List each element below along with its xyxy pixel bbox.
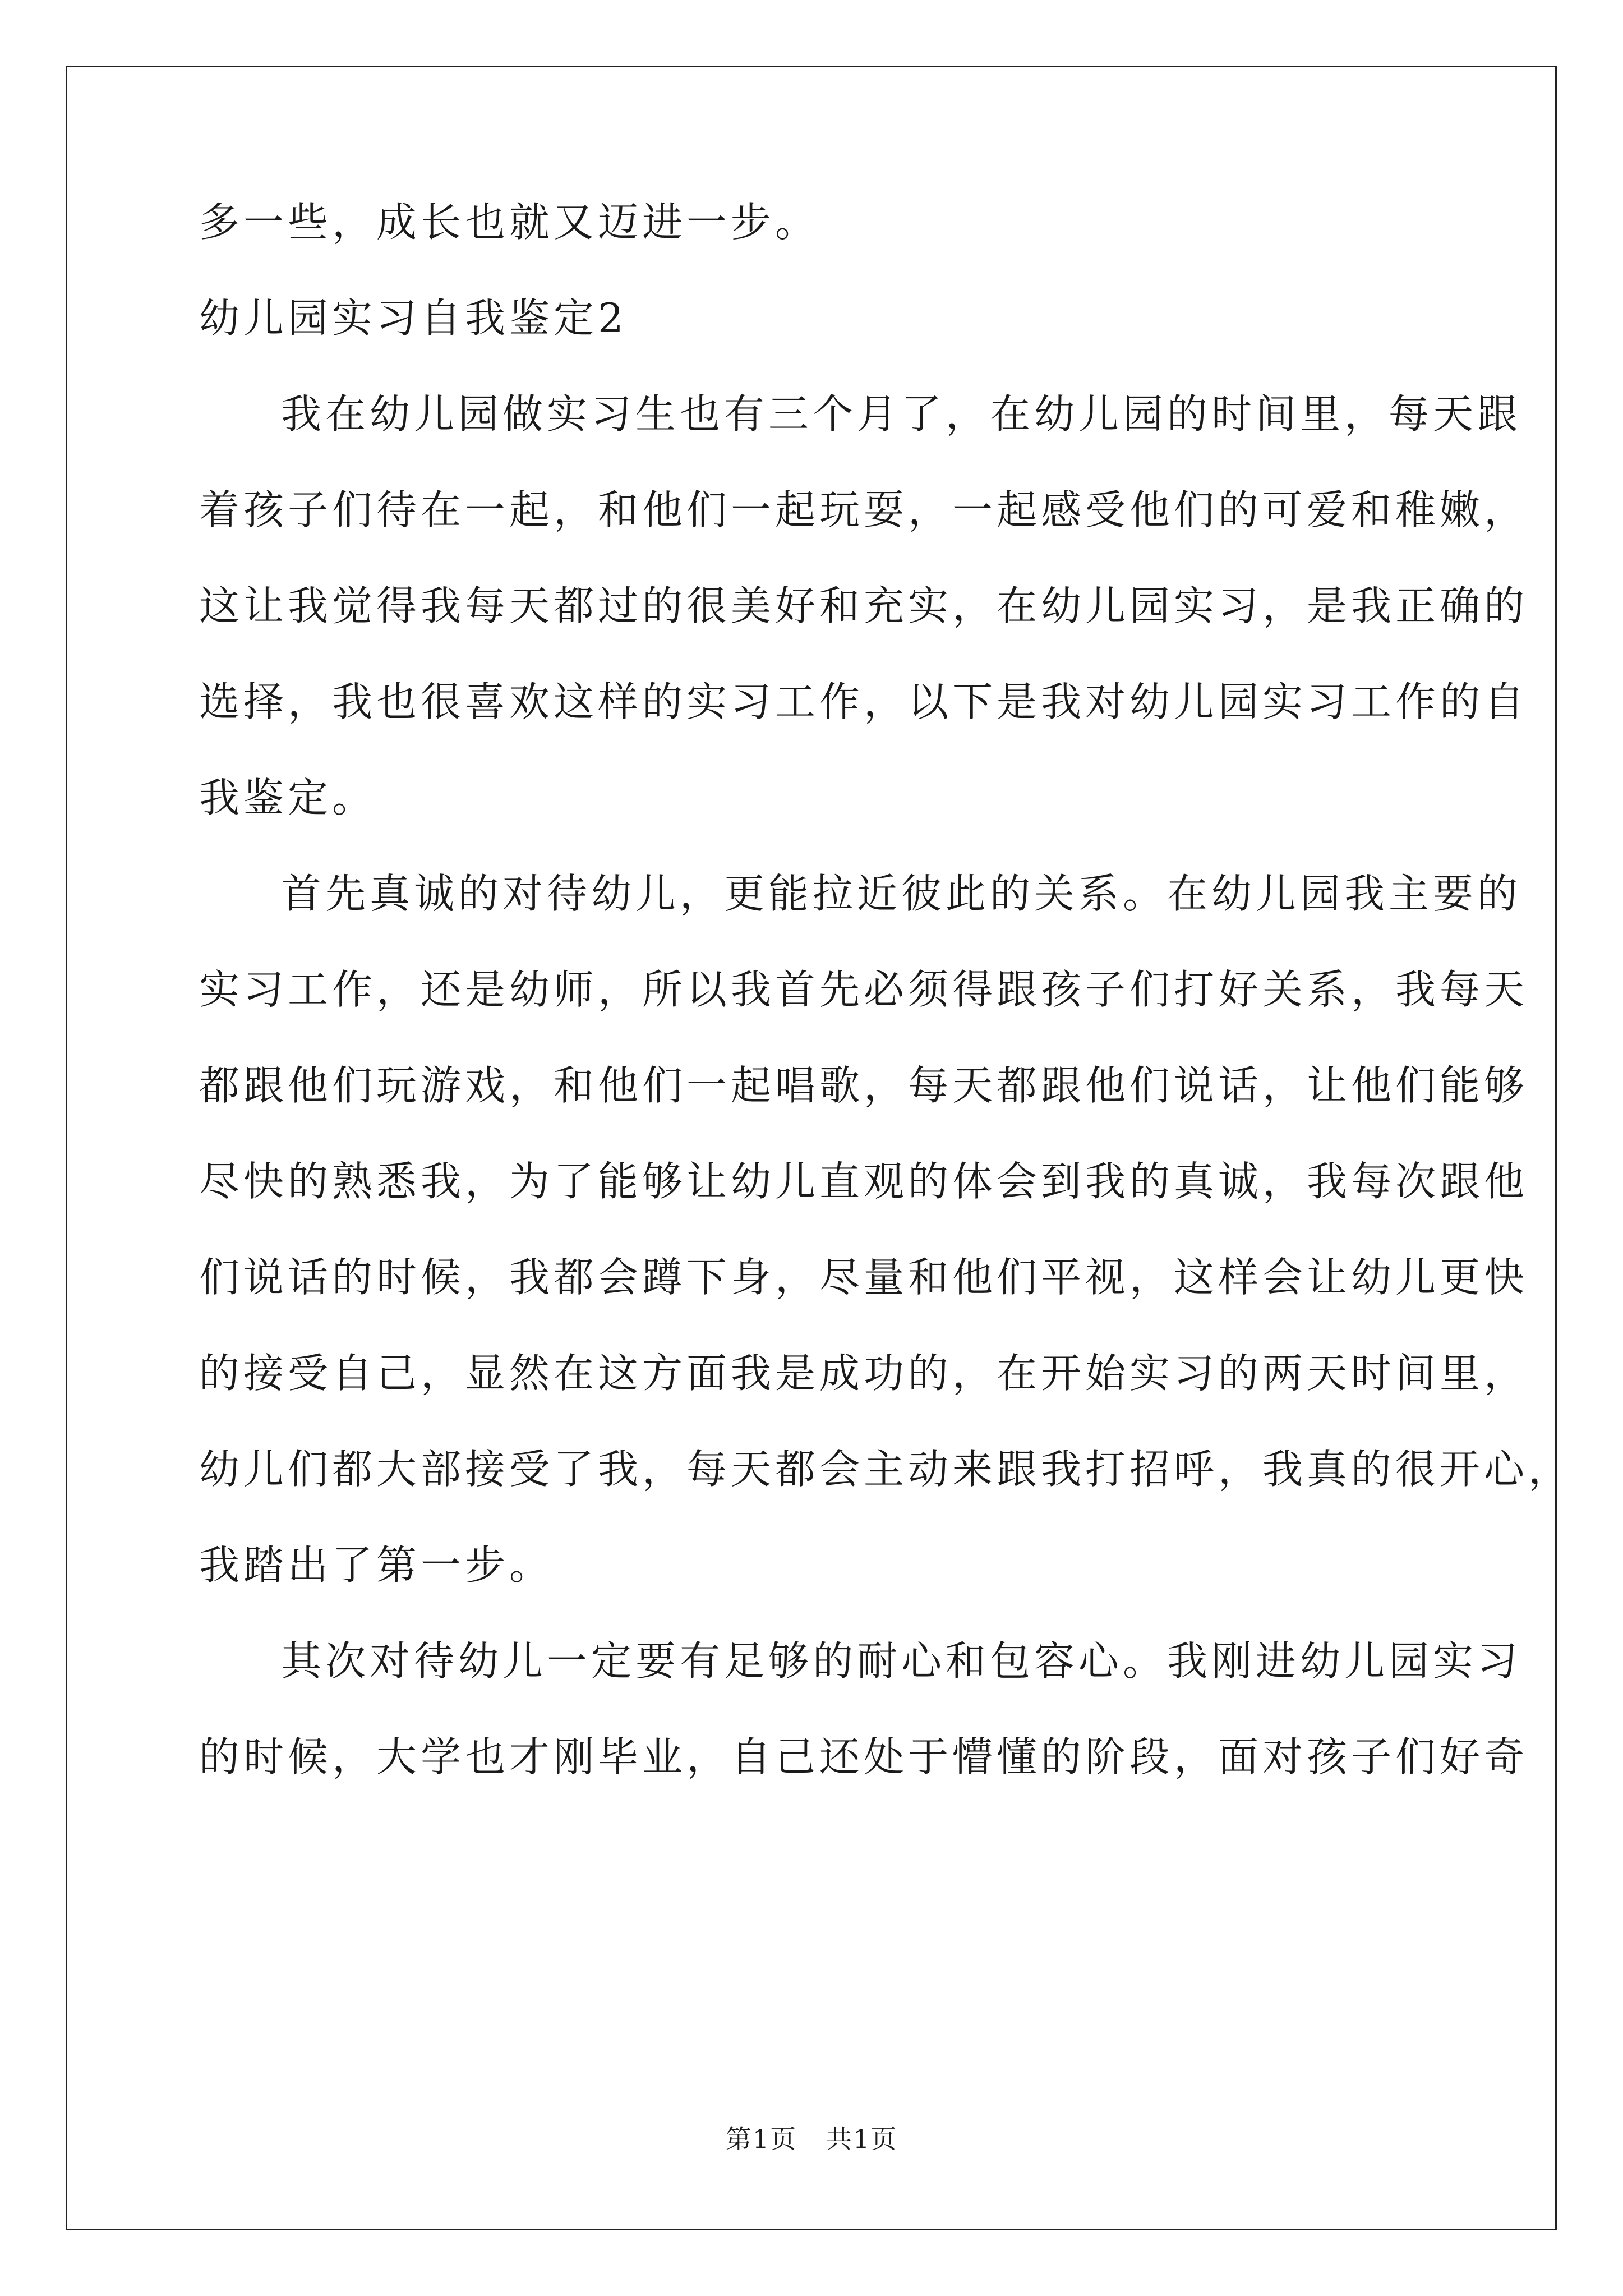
document-body xyxy=(199,199,1573,1780)
text-line: 多一些，成长也就又迈进一步。 xyxy=(199,199,820,246)
text-line: 尽快的熟悉我，为了能够让幼儿直观的体会到我的真诚，我每次跟他 xyxy=(199,1158,1529,1205)
text-line: 我踏出了第一步。 xyxy=(199,1542,554,1589)
text-line: 选择，我也很喜欢这样的实习工作，以下是我对幼儿园实习工作的自 xyxy=(199,678,1529,725)
text-line: 们说话的时候，我都会蹲下身，尽量和他们平视，这样会让幼儿更快 xyxy=(199,1254,1529,1301)
page-total: 共1页 xyxy=(826,2124,898,2154)
section-heading: 幼儿园实习自我鉴定2 xyxy=(199,295,628,342)
paragraph-first-line: 首先真诚的对待幼儿，更能拉近彼此的关系。在幼儿园我主要的 xyxy=(281,870,1522,917)
text-line: 幼儿们都大部接受了我，每天都会主动来跟我打招呼，我真的很开心， xyxy=(199,1446,1573,1493)
text-line: 的接受自己，显然在这方面我是成功的，在开始实习的两天时间里， xyxy=(199,1350,1529,1397)
paragraph-first-line: 我在幼儿园做实习生也有三个月了，在幼儿园的时间里，每天跟 xyxy=(281,390,1522,438)
text-line: 这让我觉得我每天都过的很美好和充实，在幼儿园实习，是我正确的 xyxy=(199,582,1529,629)
text-line: 实习工作，还是幼师，所以我首先必须得跟孩子们打好关系，我每天 xyxy=(199,966,1529,1013)
text-line: 我鉴定。 xyxy=(199,774,377,821)
paragraph-first-line: 其次对待幼儿一定要有足够的耐心和包容心。我刚进幼儿园实习 xyxy=(281,1637,1522,1685)
text-line: 着孩子们待在一起，和他们一起玩耍，一起感受他们的可爱和稚嫩， xyxy=(199,486,1529,533)
text-line: 都跟他们玩游戏，和他们一起唱歌，每天都跟他们说话，让他们能够 xyxy=(199,1062,1529,1109)
page-number: 第1页 xyxy=(725,2124,797,2154)
text-line: 的时候，大学也才刚毕业，自己还处于懵懂的阶段，面对孩子们好奇 xyxy=(199,1733,1529,1780)
page-footer xyxy=(0,2126,1623,2152)
